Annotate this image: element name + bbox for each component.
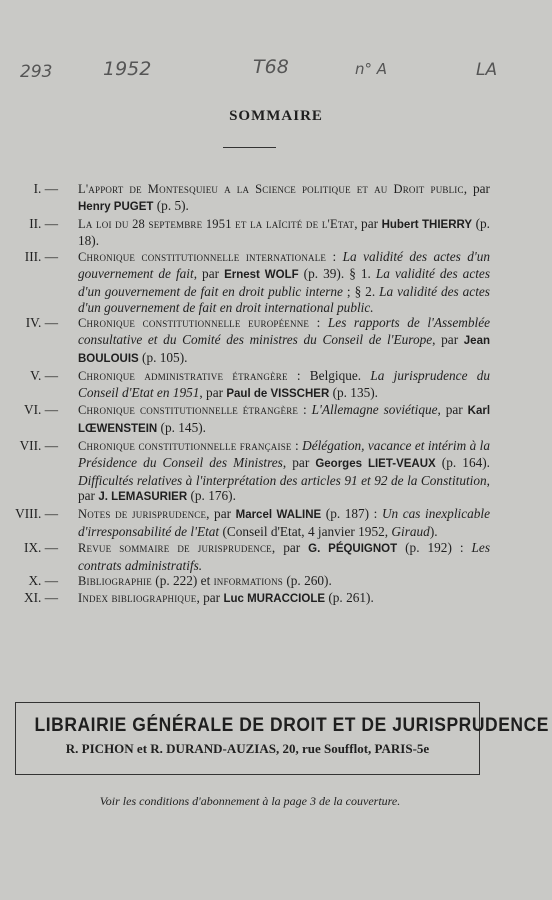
toc-section-title: informations — [213, 574, 284, 589]
toc-text: ). — [429, 523, 438, 539]
toc-entry-number: II. — — [10, 216, 58, 232]
handwritten-code: T68 — [253, 56, 289, 78]
toc-section-title: Index bibliographique — [78, 591, 197, 606]
toc-section-title: Chronique constitutionnelle française — [78, 438, 292, 453]
toc-article-title: Un cas inexplicable d'irresponsabilité de l'Etat — [78, 506, 491, 539]
toc-entry-number: I. — — [10, 181, 58, 197]
toc-entry — [10, 181, 490, 216]
toc-author: Hubert THIERRY — [381, 218, 473, 231]
toc-text: , par — [271, 539, 309, 555]
toc-section-title: Bibliographie — [78, 574, 152, 589]
toc-section-title: Chronique constitutionnelle européenne — [78, 316, 310, 331]
toc-article-title: La jurisprudence du Conseil d'Etat en 1951 — [78, 367, 490, 400]
toc-article-title: La validité des actes d'un gouvernement de fait — [78, 249, 490, 281]
publisher-box — [15, 702, 549, 775]
toc-entry — [10, 540, 490, 574]
table-of-contents — [10, 181, 490, 608]
toc-entry — [10, 402, 490, 438]
toc-section-title: Revue sommaire de jurisprudence — [78, 540, 272, 555]
toc-text: (p. 5). — [153, 197, 189, 213]
toc-text: , par — [463, 181, 490, 196]
toc-entry-number: III. — — [10, 249, 58, 265]
handwritten-issue: n° A — [355, 60, 388, 78]
toc-text: (p. 105). — [138, 349, 188, 365]
toc-entry — [10, 438, 490, 506]
toc-text: (Conseil d'Etat, 4 janvier 1952, — [219, 523, 392, 539]
toc-text: , par — [437, 402, 468, 418]
toc-text: (p. 135). — [329, 384, 378, 400]
toc-text: (p. 192) : — [397, 539, 472, 555]
toc-article-title: La validité des actes d'un gouvernement de fait en droit public interne — [78, 265, 490, 299]
publisher-name: LIBRAIRIE GÉNÉRALE DE DROIT ET DE JURISPRUDENCE — [34, 715, 549, 736]
toc-entry-number: IX. — — [10, 540, 58, 556]
toc-entry-number: IV. — — [10, 315, 58, 331]
subscription-note: Voir les conditions d'abonnement à la page 3 de la couverture. — [99, 794, 401, 808]
publisher-address: R. PICHON et R. DURAND-AUZIAS, 20, rue Soufflot, PARIS-5e — [65, 741, 430, 756]
toc-text: : — [291, 437, 303, 453]
toc-text: : — [309, 315, 328, 331]
toc-section-title: Notes de jurisprudence — [78, 507, 207, 522]
toc-text: : Belgique. — [287, 367, 371, 383]
toc-author: Marcel WALINE — [235, 509, 322, 522]
toc-text: , par — [432, 332, 464, 348]
toc-entry — [10, 315, 490, 367]
toc-entry-number: VII. — — [10, 438, 58, 454]
toc-text: (p. 260). — [283, 573, 332, 589]
toc-author: J. LEMASURIER — [98, 491, 188, 504]
toc-author: G. PÉQUIGNOT — [308, 542, 398, 555]
toc-text: , par — [199, 384, 227, 400]
toc-author: Georges LIET-VEAUX — [315, 457, 436, 470]
toc-entry — [10, 573, 490, 590]
toc-article-title: Difficultés relatives à l'interprétation des articles 91 et 92 de la Constitution — [78, 472, 487, 488]
toc-entry-number: VI. — — [10, 402, 58, 418]
toc-author: Luc MURACCIOLE — [223, 593, 326, 606]
toc-entry — [10, 249, 490, 315]
toc-entry — [10, 590, 490, 608]
toc-author: Henry PUGET — [78, 200, 154, 213]
toc-entry-number: VIII. — — [10, 506, 58, 522]
toc-author: Paul de VISSCHER — [226, 387, 330, 400]
toc-author: Karl LŒWENSTEIN — [78, 405, 491, 436]
toc-text: (p. 261). — [325, 590, 374, 606]
toc-entry — [10, 368, 490, 403]
title-divider — [223, 147, 276, 148]
toc-article-title: La validité des actes d'un gouvernement de fait en droit international public. — [78, 283, 490, 315]
toc-entry — [10, 216, 490, 250]
toc-text: , par — [78, 472, 490, 504]
handwritten-number: 293 — [20, 62, 53, 82]
toc-text: (p. 39). § 1. — [298, 265, 376, 281]
toc-section-title: Chronique administrative étrangère — [78, 368, 288, 383]
toc-text: , par — [193, 265, 225, 281]
toc-article-title: Les contrats administratifs. — [78, 539, 491, 573]
toc-text: : — [326, 249, 343, 265]
toc-article-title: Délégation, vacance et intérim à la Présidence du Conseil des Ministres — [78, 437, 490, 470]
toc-article-title: L'Allemagne soviétique — [311, 402, 438, 418]
toc-text: : — [298, 402, 312, 418]
toc-entry-number: V. — — [10, 368, 58, 384]
handwritten-mark: LA — [476, 60, 498, 80]
toc-section-title: Chronique constitutionnelle internationale — [78, 250, 327, 265]
toc-author: Jean BOULOUIS — [78, 335, 490, 365]
toc-article-title: Giraud — [391, 523, 430, 539]
toc-text: , par — [282, 454, 316, 470]
toc-text: (p. 145). — [157, 420, 206, 436]
toc-section-title: Chronique constitutionnelle étrangère — [78, 403, 299, 418]
handwritten-year: 1952 — [103, 58, 152, 80]
toc-author: Ernest WOLF — [224, 268, 299, 281]
toc-text: , par — [354, 215, 382, 231]
toc-text: ; § 2. — [342, 283, 380, 299]
toc-entry — [10, 506, 490, 540]
toc-entry-number: XI. — — [10, 590, 58, 606]
toc-section-title: L'apport de Montesquieu a la Science politique et au Droit public — [78, 182, 464, 196]
toc-text: (p. 18). — [78, 215, 490, 249]
toc-text: (p. 187) : — [321, 506, 382, 522]
toc-entry-number: X. — — [10, 573, 58, 589]
toc-text: (p. 222) et — [151, 573, 214, 589]
toc-text: , par — [196, 590, 224, 606]
toc-section-title: La loi du 28 septembre 1951 et la laïcité de l'Etat — [78, 216, 355, 231]
toc-article-title: Les rapports de l'Assemblée consultative et du Comité des ministres du Conseil de l'Europe — [78, 315, 491, 348]
toc-text: , par — [206, 506, 236, 522]
toc-text: (p. 164). — [435, 454, 490, 470]
toc-text: (p. 176). — [187, 488, 236, 504]
page-title: SOMMAIRE — [229, 108, 323, 124]
